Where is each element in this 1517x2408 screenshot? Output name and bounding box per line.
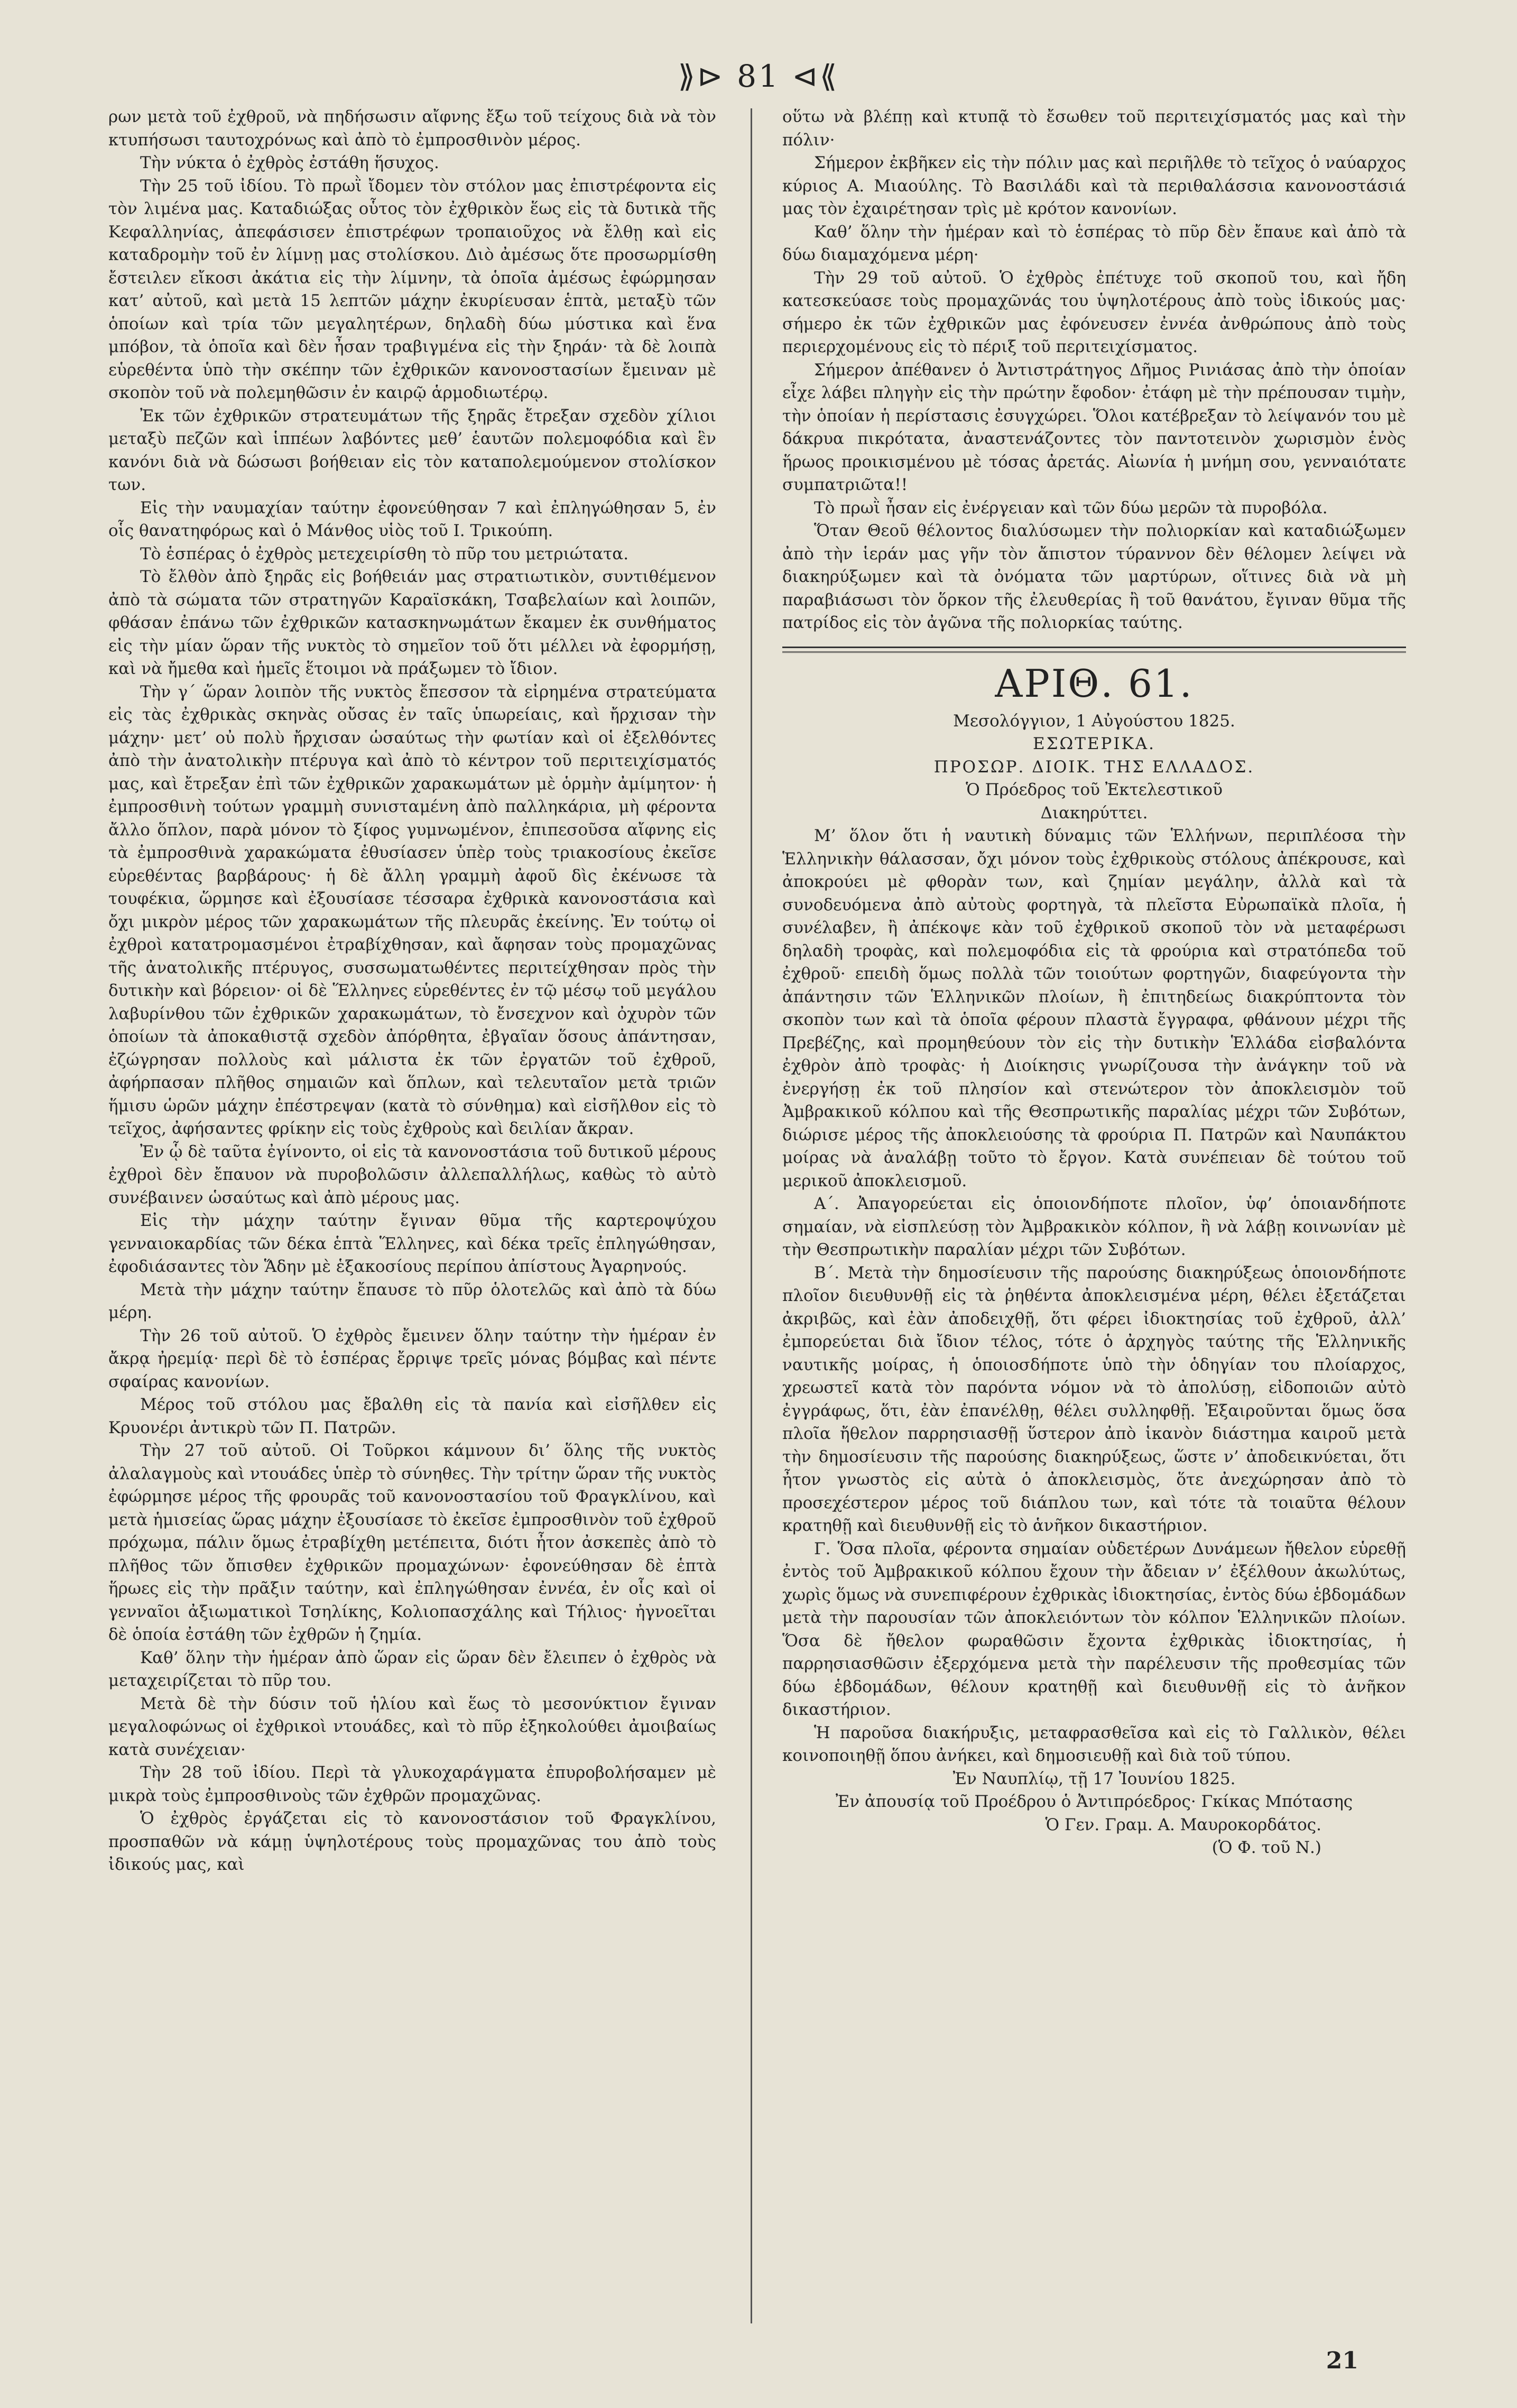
paragraph: Τὴν 28 τοῦ ἰδίου. Περὶ τὰ γλυκοχαράγματα ἐπυροβολήσαμεν μὲ μικρὰ τοὺς ἐμπροσθινοὺς τῶν ἐχθρῶν προμαχῶνας.: [108, 1763, 716, 1805]
section-heading: ΕΣΩΤΕΡΙΚΑ.: [1032, 734, 1156, 753]
paragraph: Ὁ ἐχθρὸς ἐργάζεται εἰς τὸ κανονοστάσιον τοῦ Φραγκλίνου, προσπαθῶν νὰ κάμῃ ὑψηλοτέρους τοὺς προμαχῶνας του ἀπὸ τοὺς ἰδικούς μας, καὶ: [108, 1809, 716, 1874]
paragraph: Ἡ παροῦσα διακήρυξις, μεταφρασθεῖσα καὶ εἰς τὸ Γαλλικὸν, θέλει κοινοποιηθῇ ὅπου ἀνήκει, καὶ δημοσιευθῇ καὶ διὰ τοῦ τύπου.: [782, 1723, 1406, 1765]
declaration-heading: Διακηρύττει.: [1040, 803, 1148, 823]
paragraph: Α΄. Ἀπαγορεύεται εἰς ὁποιονδήποτε πλοῖον, ὑφ’ ὁποιανδήποτε σημαίαν, νὰ εἰσπλεύσῃ τὸν Ἀμβρακικὸν κόλπον, ἢ νὰ λάβῃ κοινωνίαν μὲ τὴν Θεσπρωτικὴν παραλίαν μέχρι τῶν Συβότων.: [782, 1194, 1406, 1259]
president-line: Ὁ Πρόεδρος τοῦ Ἐκτελεστικοῦ: [966, 780, 1223, 799]
paragraph: Ἐκ τῶν ἐχθρικῶν στρατευμάτων τῆς ξηρᾶς ἔτρεξαν σχεδὸν χίλιοι μεταξὺ πεζῶν καὶ ἱππέων λαβόντες μεθ’ ἑαυτῶν πολεμοφόδια καὶ ἓν κανόνι διὰ νὰ δώσωσι βοήθειαν εἰς τὸν καταπολεμούμενον στολίσκον των.: [108, 406, 716, 494]
place-date: Ἐν Ναυπλίῳ, τῇ 17 Ἰουνίου 1825.: [952, 1769, 1236, 1788]
paragraph: Σήμερον ἐκβῆκεν εἰς τὴν πόλιν μας καὶ περιῆλθε τὸ τεῖχος ὁ ναύαρχος κύριος Α. Μιαούλης. Τὸ Βασιλάδι καὶ τὰ περιθαλάσσια κανονοστάσιά μας τὸν ἐχαιρέτησαν τρὶς μὲ κρότον κανονίων.: [782, 153, 1406, 218]
column-divider: [751, 108, 752, 2323]
paragraph: Τὴν 27 τοῦ αὐτοῦ. Οἱ Τοῦρκοι κάμνουν δι’ ὅλης τῆς νυκτὸς ἀλαλαγμοὺς καὶ ντουάδες ὑπὲρ τὸ σύνηθες. Τὴν τρίτην ὥραν τῆς νυκτὸς ἐφώρμησε μέρος τῆς φρουρᾶς τοῦ κανονοστασίου τοῦ Φραγκλίνου, καὶ μετὰ ἡμισείας ὥρας μάχην ἐξουσίασε τὸ ἐκεῖσε ἐμπροσθινὸν τοῦ ἐχθροῦ πρόχωμα, πάλιν ὅμως ἐτραβίχθη μετέπειτα, διότι ἦτον ἀσκεπὲς ἀπὸ τὸ πλῆθος τῶν ὄπισθεν ἐχθρικῶν προμαχώνων· ἐφονεύθησαν δὲ ἑπτὰ ἥρωες εἰς τὴν πρᾶξιν ταύτην, καὶ ἐπληγώθησαν ἐννέα, ἐν οἷς καὶ οἱ γενναῖοι ἀξιωματικοὶ Τσηλίκης, Κολιοπασχάλης καὶ Τήλιος· ἠγνοεῖται δὲ ὁποία ἐστάθη τῶν ἐχθρῶν ἡ ζημία.: [108, 1441, 716, 1644]
paragraph: Ἐν ᾧ δὲ ταῦτα ἐγίνοντο, οἱ εἰς τὰ κανονοστάσια τοῦ δυτικοῦ μέρους ἐχθροὶ δὲν ἔπαυον νὰ πυροβολῶσιν ἀλλεπαλλήλως, καθὼς τὸ αὐτὸ συνέβαινεν ὡσαύτως καὶ ἀπὸ μέρους μας.: [108, 1142, 716, 1207]
signature-secretary: Ὁ Γεν. Γραμ. Α. Μαυροκορδάτος.: [1045, 1815, 1321, 1834]
paragraph: Σήμερον ἀπέθανεν ὁ Ἀντιστράτηγος Δῆμος Ρινιάσας ἀπὸ τὴν ὁποίαν εἶχε λάβει πληγὴν εἰς τὴν πρώτην ἔφοδον· ἐτάφη μὲ τὴν πρέπουσαν τιμὴν, τὴν ὁποίαν ἡ περίστασις ἐσυγχώρει. Ὅλοι κατέβρεξαν τὸ λείψανόν του μὲ δάκρυα πικρότατα, ἀναστενάζοντες τὸν παντοτεινὸν χωρισμὸν ἑνὸς ἥρωος προικισμένου μὲ τόσας ἀρετάς. Αἰωνία ἡ μνήμη σου, γενναιότατε συμπατριῶτα!!: [782, 360, 1406, 494]
left-column: [108, 106, 716, 1877]
paragraph: Τὸ ἔλθὸν ἀπὸ ξηρᾶς εἰς βοήθειάν μας στρατιωτικὸν, συντιθέμενον ἀπὸ τὰ σώματα τῶν στρατηγῶν Καραϊσκάκη, Τσαβελαίων καὶ λοιπῶν, φθάσαν ἐπάνω τῶν ἐχθρικῶν κατασκηνωμάτων ἔκαμεν ἐκ συνθήματος εἰς τὴν μίαν ὥραν τῆς νυκτὸς τὸ σημεῖον τοῦ ὅτι μέλλει νὰ ἐφορμήσῃ, καὶ νὰ ἤμεθα καὶ ἡμεῖς ἕτοιμοι νὰ πράξωμεν τὸ ἴδιον.: [108, 567, 716, 678]
page-mark: 21: [1326, 2347, 1358, 2374]
signature-absence-note: Ἐν ἀπουσίᾳ τοῦ Προέδρου ὁ Ἀντιπρόεδρος· Γκίκας Μπότασης: [835, 1792, 1353, 1811]
paragraph: Μ’ ὅλον ὅτι ἡ ναυτικὴ δύναμις τῶν Ἑλλήνων, περιπλέοσα τὴν Ἑλληνικὴν θάλασσαν, ὄχι μόνον τοὺς ἐχθρικοὺς στόλους ἀπέκρουσε, καὶ ἀποκρούει μὲ φθορὰν των, καὶ ζημίαν μεγάλην, ἀλλὰ καὶ τὰ συνοδευόμενα ἀπὸ αὐτοὺς φορτηγὰ, τὰ πλεῖστα Εὐρωπαϊκὰ πλοῖα, ἡ συνέλαβεν, ἢ ἀπέκοψε κὰν τοῦ ἐχθρικοῦ σκοποῦ τὸν νὰ μεταφέρωσι δηλαδὴ τροφὰς, καὶ πολεμοφόδια εἰς τὰ φρούρια καὶ στρατόπεδα τοῦ ἐχθροῦ· επειδὴ ὅμως πολλὰ τῶν τοιούτων φορτηγῶν, διαφεύγοντα τὴν ἀπάντησιν τῶν Ἑλληνικῶν πλοίων, ἢ ἐπιτηδείως διακρύπτοντα τὸν σκοπὸν των καὶ τὰ ὁποῖα φέρουν πλαστὰ ἔγγραφα, φθάνουν μέχρι τῆς Πρεβέζης, καὶ προμηθεύουν τὸν εἰς τὴν δυτικὴν Ἑλλάδα εἰσβαλόντα ἐχθρὸν ἀπὸ τροφὰς· ἡ Διοίκησις γνωρίζουσα τὴν ἀνάγκην τοῦ νὰ ἐνεργήσῃ ἐκ τοῦ πλησίον καὶ στενώτερον τὸν ἀποκλεισμὸν τοῦ Ἀμβρακικοῦ κόλπου καὶ τῆς Θεσπρωτικῆς παραλίας μέχρι τῶν Συβότων, διώρισε μέρος τῆς ἀποκλειούσης τὰ φρούρια Π. Πατρῶν καὶ Ναυπάκτου μοίρας νὰ ἀναλάβῃ τοῦτο τὸ ἔργον. Κατὰ συνέπειαν δὲ τούτου τοῦ μερικοῦ ἀποκλεισμοῦ.: [782, 826, 1406, 1191]
paragraph: Εἰς τὴν μάχην ταύτην ἔγιναν θῦμα τῆς καρτεροψύχου γενναιοκαρδίας τῶν δέκα ἑπτὰ Ἕλληνες, καὶ δέκα τρεῖς ἐπληγώθησαν, ἐφοδιάσαντες τὸν Ἅδην μὲ ἑξακοσίους περίπου ἀπίστους Ἀγαρηνούς.: [108, 1211, 716, 1276]
seal-note: (Ὁ Φ. τοῦ Ν.): [1211, 1838, 1321, 1857]
paragraph: Μέρος τοῦ στόλου μας ἔβαλθη εἰς τὰ πανία καὶ εἰσῆλθεν εἰς Κρυονέρι ἀντικρὺ τῶν Π. Πατρῶν.: [108, 1395, 716, 1437]
paragraph: Μετὰ τὴν μάχην ταύτην ἔπαυσε τὸ πῦρ ὁλοτελῶς καὶ ἀπὸ τὰ δύω μέρη.: [108, 1280, 716, 1322]
paragraph: Γ. Ὅσα πλοῖα, φέροντα σημαίαν οὐδετέρων Δυνάμεων ἤθελον εὑρεθῇ ἐντὸς τοῦ Ἀμβρακικοῦ κόλπου ἔχουν τὴν ἄδειαν ν’ ἐξέλθουν ἀκωλύτως, χωρὶς ὅμως νὰ συνεπιφέρουν ἐχθρικὰς ἰδιοκτησίας, ἐντὸς δύω ἑβδομάδων μετὰ τὴν παρουσίαν τῶν ἀποκλειόντων τὸν κόλπον Ἑλληνικῶν πλοίων. Ὅσα δὲ ἤθελον φωραθῶσιν ἔχοντα ἐχθρικὰς ἰδιοκτησίας, ἡ παρρησιασθῶσιν ἐξερχόμενα μετὰ τὴν παρέλευσιν τῆς προθεσμίας τῶν δύω ἑβδομάδων, θέλουν κρατηθῇ καὶ διευθυνθῇ εἰς τὸ ἁνῆκον δικαστήριον.: [782, 1539, 1406, 1719]
section-rule: [782, 647, 1406, 648]
paragraph: Καθ’ ὅλην τὴν ἡμέραν καὶ τὸ ἑσπέρας τὸ πῦρ δὲν ἔπαυε καὶ ἀπὸ τὰ δύω διαμαχόμενα μέρη·: [782, 222, 1406, 264]
paragraph: οὕτω νὰ βλέπῃ καὶ κτυπᾷ τὸ ἔσωθεν τοῦ περιτειχίσματός μας καὶ τὴν πόλιν·: [782, 107, 1406, 150]
paragraph: Β΄. Μετὰ τὴν δημοσίευσιν τῆς παρούσης διακηρύξεως ὁποιονδήποτε πλοῖον διευθυνθῇ εἰς τὰ ῥηθέντα ἀποκλεισμένα μέρη, θέλει ἐξετάζεται ἀκριβῶς, καὶ ἐὰν ἀποδειχθῇ, ὅτι φέρει ἰδιοκτησίας τοῦ ἐχθροῦ, ἀλλ’ ἐμπορεύεται διὰ ἴδιον τέλος, τότε ὁ ἀρχηγὸς ταύτης τῆς Ἑλληνικῆς ναυτικῆς μοίρας, ἡ ὁποιοσδήποτε ὑπὸ τὴν ὁδηγίαν του πλοίαρχος, χρεωστεῖ κατὰ τὸν παρόντα νόμον νὰ τὸ ἀπολύσῃ, εἰδοποιῶν αὐτὸ ἐγγράφως, ὅτι, ἐὰν ἐπανέλθῃ, θέλει συλληφθῇ. Ἐξαιροῦνται ὅμως ὅσα πλοῖα ἤθελον παρρησιασθῇ ὕστερον ἀπὸ ἱκανὸν διάστημα καιροῦ μετὰ τὴν δημοσίευσιν τῆς παρούσης διακηρύξεως, ὥστε ν’ ἀποδεικνύεται, ὅτι ἦτον γνωστὸς εἰς αὐτὰ ὁ ἀποκλεισμὸς, ὅτε ἀνεχώρησαν ἀπὸ τὸ προσεχέστερον μέρος τοῦ διάπλου των, καὶ τότε τὰ τοιαῦτα θέλουν κρατηθῇ καὶ διευθυνθῇ εἰς τὸ ἁνῆκον δικαστήριον.: [782, 1263, 1406, 1535]
section-rule: [782, 651, 1406, 653]
paragraph: Ὅταν Θεοῦ θέλοντος διαλύσωμεν τὴν πολιορκίαν καὶ καταδιώξωμεν ἀπὸ τὴν ἱεράν μας γῆν τὸν ἄπιστον τύραννον δὲν θέλομεν λείψει νὰ διακηρύξωμεν καὶ τὰ ὀνόματα τῶν μαρτύρων, οἵτινες διὰ νὰ μὴ παραβιάσωσι τὸν ὅρκον τῆς ἐλευθερίας ἢ τοῦ θανάτου, ἔγιναν θῦμα τῆς πατρίδος εἰς τὸν ἀγῶνα τῆς πολιορκίας ταύτης.: [782, 521, 1406, 632]
issue-number-title: ΑΡΙΘ. 61.: [995, 661, 1194, 706]
paragraph: Τὴν 26 τοῦ αὐτοῦ. Ὁ ἐχθρὸς ἔμεινεν ὅλην ταύτην τὴν ἡμέραν ἐν ἄκρᾳ ἠρεμίᾳ· περὶ δὲ τὸ ἑσπέρας ἔρριψε τρεῖς μόνας βόμβας καὶ πέντε σφαίρας κανονίων.: [108, 1326, 716, 1391]
paragraph: Εἰς τὴν ναυμαχίαν ταύτην ἐφονεύθησαν 7 καὶ ἐπληγώθησαν 5, ἐν οἷς θανατηφόρως καὶ ὁ Μάνθος υἱὸς τοῦ Ι. Τρικούπη.: [108, 498, 716, 540]
paragraph: Τὸ πρωῒ ἦσαν εἰς ἐνέργειαν καὶ τῶν δύω μερῶν τὰ πυροβόλα.: [814, 498, 1328, 518]
paragraph: Τὴν 25 τοῦ ἰδίου. Τὸ πρωῒ ἴδομεν τὸν στόλον μας ἐπιστρέφοντα εἰς τὸν λιμένα μας. Καταδιώξας οὗτος τὸν ἐχθρικὸν ἕως εἰς τὰ δυτικὰ τῆς Κεφαλληνίας, ἀπεφάσισεν ἐπιστρέφων τροπαιοῦχος νὰ ἔλθῃ καὶ εἰς καταδρομὴν τοῦ ἐν λίμνῃ μας στολίσκου. Διὸ ἀμέσως ὅτε προσωρμίσθη ἔστειλεν εἴκοσι ἀκάτια εἰς τὴν λίμνην, τὰ ὁποῖα ἀμέσως ἐφώρμησαν κατ’ αὐτοῦ, καὶ μετὰ 15 λεπτῶν μάχην ἐκυρίευσαν ἑπτὰ, μεταξὺ τῶν ὁποίων καὶ τρία τῶν μεγαλητέρων, δηλαδὴ δύω μύστικα καὶ ἕνα μπόβον, τὰ ὁποῖα καὶ δὲν ἦσαν τραβιγμένα εἰς τὴν ξηράν· τὰ δὲ λοιπὰ εὑρεθέντα ὑπὸ τὴν σκέπην τῶν ἐχθρικῶν κανονοστασίων ἔμειναν μὲ σκοπὸν τοῦ νὰ πολεμηθῶσιν ἐν καιρῷ ἁρμοδιωτέρῳ.: [108, 176, 716, 402]
paragraph: Τὴν γ΄ ὥραν λοιπὸν τῆς νυκτὸς ἔπεσσον τὰ εἰρημένα στρατεύματα εἰς τὰς ἐχθρικὰς σκηνὰς οὔσας ἐν ταῖς ὑπωρείαις, καὶ ἤρχισαν τὴν μάχην· μετ’ οὐ πολὺ ἤρχισαν ὡσαύτως τὴν φωτίαν καὶ οἱ ἐξελθόντες ἀπὸ τὴν ἀνατολικὴν πτέρυγα καὶ ἀπὸ τὸ κέντρον τοῦ περιτειχίσματός μας, καὶ ἔτρεξαν ἐπὶ τῶν ἐχθρικῶν χαρακωμάτων μὲ ὁρμὴν ἀμίμητον· ἡ ἐμπροσθινὴ τούτων γραμμὴ συνισταμένη ἀπὸ παλληκάρια, μὴ φέροντα ἄλλο ὅπλον, παρὰ μόνον τὸ ξίφος γυμνωμένον, ἐπιπεσοῦσα αἴφνης εἰς τὰ ἐμπροσθινὰ χαρακώματα ἐθυσίασεν ὑπὲρ τοὺς τριακοσίους ἐκεῖσε εὑρεθέντας βαρβάρους· ἡ δὲ ἄλλη γραμμὴ ἀφοῦ δὶς ἐκένωσε τὰ τουφέκια, ὥρμησε καὶ ἐξουσίασε τέσσαρα ἐχθρικὰ κανονοστάσια καὶ ὄχι μικρὸν μέρος τῶν χαρακωμάτων τῆς πλευρᾶς ἐκείνης. Ἐν τούτῳ οἱ ἐχθροὶ κατατρομασμένοι ἐτραβίχθησαν, καὶ ἄφησαν τοὺς προμαχῶνας τῆς ἀνατολικῆς πτέρυγος, συσσωματωθέντες περιτείχθησαν πρὸς τὴν δυτικὴν καὶ βόρειον· οἱ δὲ Ἕλληνες εὑρεθέντες ἐν τῷ μέσῳ τοῦ μεγάλου λαβυρίνθου τῶν ἐχθρικῶν χαρακωμάτων, τὸ ἔνσεχνον καὶ ὀχυρὸν τῶν ὁποίων τὰ ἀποκαθιστᾷ σχεδὸν ἀπόρθητα, ἐβγαῖαν ὅσους ἀπάντησαν, ἐζώγρησαν πολλοὺς καὶ μάλιστα ἐκ τῶν ἐργατῶν τοῦ ἐχθροῦ, ἀφήρπασαν πλῆθος σημαιῶν καὶ ὅπλων, καὶ τελευταῖον μετὰ τριῶν ἥμισυ ὡρῶν μάχην ἐπέστρεψαν (κατὰ τὸ σύνθημα) καὶ εἰσῆλθον εἰς τὸ τεῖχος, ἀφήσαντες φρίκην εἰς τοὺς ἐχθροὺς καὶ δειλίαν ἄκραν.: [108, 682, 716, 1138]
paragraph: Τὴν 29 τοῦ αὐτοῦ. Ὁ ἐχθρὸς ἐπέτυχε τοῦ σκοποῦ του, καὶ ἤδη κατεσκεύασε τοὺς προμαχῶνάς του ὑψηλοτέρους ἀπὸ τοὺς ἰδικούς μας· σήμερο ἐκ τῶν ἐχθρικῶν μας ἐφόνευσεν ἐννέα ἀνθρώπους ἀπὸ τοὺς περιερχομένους εἰς τὸ πέριξ τοῦ περιτειχίσματος.: [782, 268, 1406, 356]
paragraph: Τὸ ἑσπέρας ὁ ἐχθρὸς μετεχειρίσθη τὸ πῦρ του μετριώτατα.: [140, 544, 629, 564]
paragraph: Μετὰ δὲ τὴν δύσιν τοῦ ἡλίου καὶ ἕως τὸ μεσονύκτιον ἔγιναν μεγαλοφώνως οἱ ἐχθρικοὶ ντουάδες, καὶ τὸ πῦρ ἐξηκολούθει ἀμοιβαίως κατὰ συνέχειαν·: [108, 1694, 716, 1759]
page-header: ⟫⊳ 81 ⊲⟪: [678, 58, 839, 94]
right-column: [782, 106, 1406, 1860]
government-heading: ΠΡΟΣΩΡ. ΔΙΟΙΚ. ΤΗΣ ΕΛΛΑΔΟΣ.: [933, 757, 1255, 777]
paragraph: Τὴν νύκτα ὁ ἐχθρὸς ἐστάθη ἥσυχος.: [140, 153, 439, 172]
paragraph: Καθ’ ὅλην τὴν ἡμέραν ἀπὸ ὥραν εἰς ὥραν δὲν ἔλειπεν ὁ ἐχθρὸς νὰ μεταχειρίζεται τὸ πῦρ του.: [108, 1648, 716, 1690]
dateline: Μεσολόγγιον, 1 Αὐγούστου 1825.: [953, 711, 1235, 731]
paragraph: ρων μετὰ τοῦ ἐχθροῦ, νὰ πηδήσωσιν αἴφνης ἔξω τοῦ τείχους διὰ νὰ τὸν κτυπήσωσι ταυτοχρόνως καὶ ἀπὸ τὸ ἐμπροσθινὸν μέρος.: [108, 107, 716, 150]
